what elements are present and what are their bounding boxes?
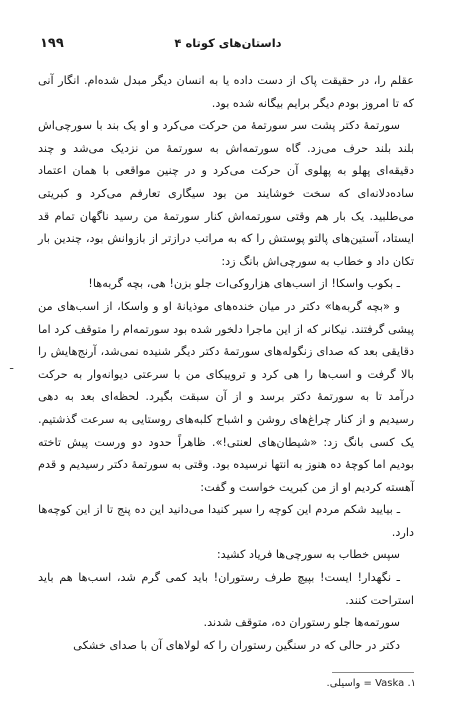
page-number: ۱۹۹ [40,36,64,51]
running-title: داستان‌های کوتاه ۴ [174,36,282,50]
footnote: ۱. Vaska = واسیلی. [326,678,416,689]
paragraph-2: سورتمهٔ دکتر پشت سر سورتمهٔ من حرکت می‌کرد و او یک بند با سورچی‌اش بلند بلند حرف می‌زد. گاه سورتمه‌اش به سورتمهٔ من نزدیک می‌شد و چند دقیقه‌ای پهلو به پهلوی آن حرکت می‌کرد و در چنین مواقعی با همان اعتماد ساده‌دلانه‌ای که سخت خوشایند من بود سیگاری تعارفم می‌کرد و کبریتی می‌طلبید. یک بار هم وقتی سورتمه‌اش کنار سورتمهٔ من رسید ناگهان تمام قد ایستاد، آستین‌های پالتو پوستش را که به مراتب درازتر از بازوانش بود، چندین بار تکان داد و خطاب به سورچی‌اش بانگ زد: [38,119,414,268]
paragraph-5: ـ بیایید شکم مردم این کوچه را سیر کنیدا می‌دانید این ده پنج تا از این کوچه‌ها دارد. [38,503,414,539]
paragraph-4: و «بچه گربه‌ها» دکتر در میان خنده‌های موذیانهٔ او و واسکا، از اسب‌های من پیشی گرفتند. نیکانر که از این ماجرا دلخور شده بود سورتمه‌ام را متوقف کرد اما دقایقی بعد که صدای زنگوله‌های سورتمهٔ دکتر دیگر شنیده نمی‌شد، آرنج‌هایش را بالا گرفت و اسب‌ها را هی کرد و تروییکای من با سرعتی دیوانه‌وار به حرکت درآمد تا به سورتمهٔ دکتر برسد و از آن سبقت بگیرد. لحظه‌ای بعد به دهی رسیدیم و از کنار چراغ‌های روشن و اشباح کلبه‌های روستایی به سرعت گذشتیم. یک کسی بانگ زد: «شیطان‌های لعنتی!». ظاهراً حدود دو ورست پیش تاخته بودیم اما کوچهٔ ده هنوز به انتها نرسیده بود. وقتی به سورتمهٔ دکتر رسیدیم و قدم آهسته کردیم او از من کبریت خواست و گفت: [38,299,414,494]
margin-mark: ـ [10,359,14,372]
page-header [40,36,416,56]
paragraph-7: ـ نگهدار! ایست! بپیچ طرف رستوران! باید کمی گرم شد، اسب‌ها هم باید استراحت کنند. [38,571,414,607]
body-text [38,70,414,657]
paragraph-3: ـ بکوب واسکا! از اسب‌های هزاروکی‌ات جلو بزن! هی، بچه گربه‌ها! [88,277,400,291]
paragraph-6: سپس خطاب به سورچی‌ها فریاد کشید: [216,548,400,562]
paragraph-9: دکتر در حالی که در سنگین رستوران را که لولاهای آن با صدای خشکی [73,638,400,652]
footnote-divider [332,672,414,673]
paragraph-1: عقلم را، در حقیقت پاک از دست داده یا به انسان دیگر مبدل شده‌ام. انگار آنی که تا امروز بودم دیگر برایم بیگانه شده بود. [38,74,414,110]
paragraph-8: سورتمه‌ها جلو رستوران ده، متوقف شدند. [203,616,400,630]
